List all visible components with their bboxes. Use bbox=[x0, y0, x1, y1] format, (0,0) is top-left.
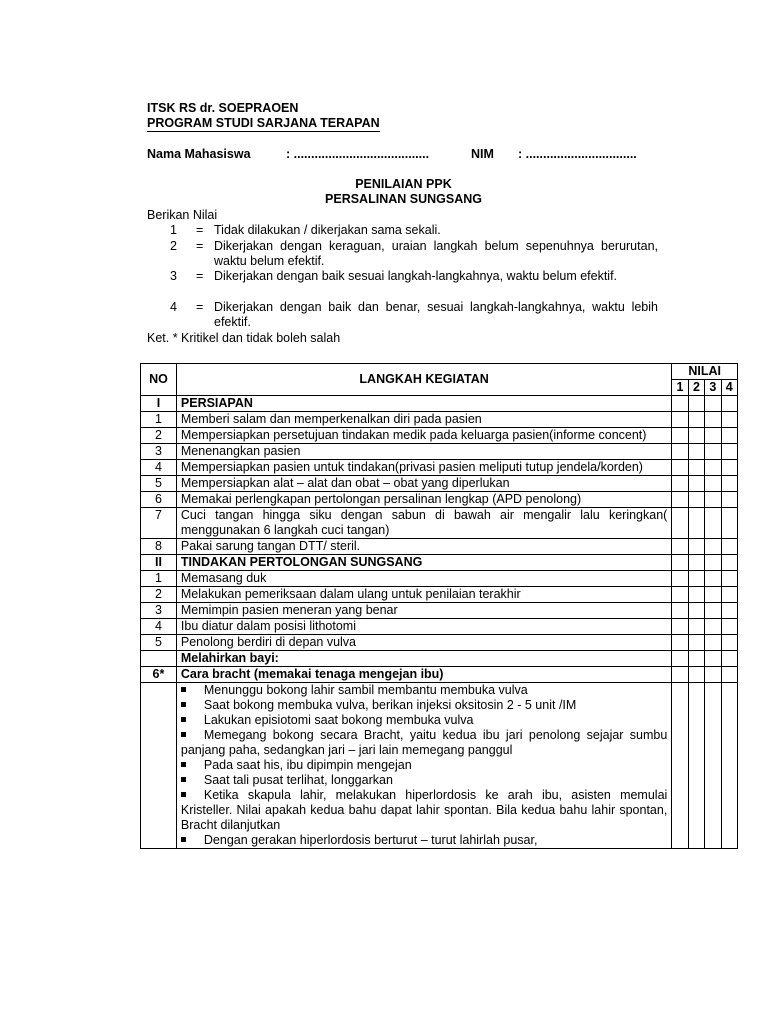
score-cell-1[interactable] bbox=[672, 635, 688, 651]
row-number: 7 bbox=[141, 508, 177, 539]
bullet-text: Menunggu bokong lahir sambil membantu membuka vulva bbox=[203, 683, 528, 697]
score-cell-3[interactable] bbox=[705, 555, 721, 571]
activity-text: Memimpin pasien meneran yang benar bbox=[176, 603, 671, 619]
score-cell-4[interactable] bbox=[721, 619, 737, 635]
score-cell-3[interactable] bbox=[705, 619, 721, 635]
section-row bbox=[141, 396, 738, 412]
list-item bbox=[181, 698, 667, 713]
row-number: 4 bbox=[141, 460, 177, 476]
row-number bbox=[141, 651, 177, 667]
score-cell-4[interactable] bbox=[721, 587, 737, 603]
score-cell-4[interactable] bbox=[721, 492, 737, 508]
bullet-text: Saat tali pusat terlihat, longgarkan bbox=[203, 773, 393, 787]
score-col-1: 1 bbox=[672, 380, 688, 396]
score-cell-3[interactable] bbox=[705, 571, 721, 587]
score-cell-2[interactable] bbox=[688, 460, 704, 476]
score-cell-3[interactable] bbox=[705, 539, 721, 555]
column-header-activity: LANGKAH KEGIATAN bbox=[176, 364, 671, 396]
activity-text: Memasang duk bbox=[176, 571, 671, 587]
score-cell-4[interactable] bbox=[721, 667, 737, 683]
row-number bbox=[141, 683, 177, 849]
section-row bbox=[141, 651, 738, 667]
scale-description: Tidak dilakukan / dikerjakan sama sekali. bbox=[214, 223, 441, 237]
scale-equals: = bbox=[196, 269, 204, 283]
score-cell-3[interactable] bbox=[705, 476, 721, 492]
score-cell-4[interactable] bbox=[721, 683, 737, 849]
score-cell-4[interactable] bbox=[721, 539, 737, 555]
scale-number: 4 bbox=[170, 300, 177, 314]
activity-text: TINDAKAN PERTOLONGAN SUNGSANG bbox=[176, 555, 671, 571]
list-item bbox=[181, 788, 667, 833]
score-cell-2[interactable] bbox=[688, 587, 704, 603]
scale-equals: = bbox=[196, 239, 204, 253]
activity-text: Mempersiapkan alat – alat dan obat – obat yang diperlukan bbox=[176, 476, 671, 492]
score-cell-2[interactable] bbox=[688, 444, 704, 460]
table-row bbox=[141, 508, 738, 539]
score-cell-4[interactable] bbox=[721, 603, 737, 619]
bullet-text: Lakukan episiotomi saat bokong membuka vulva bbox=[203, 713, 474, 727]
table-row bbox=[141, 412, 738, 428]
scoring-intro: Berikan Nilai bbox=[147, 208, 218, 222]
activity-text: Ibu diatur dalam posisi lithotomi bbox=[176, 619, 671, 635]
score-cell-3[interactable] bbox=[705, 667, 721, 683]
bracht-step-list bbox=[181, 683, 667, 848]
score-cell-3[interactable] bbox=[705, 635, 721, 651]
score-cell-1[interactable] bbox=[672, 444, 688, 460]
score-cell-2[interactable] bbox=[688, 492, 704, 508]
list-item bbox=[181, 833, 667, 848]
score-cell-4[interactable] bbox=[721, 635, 737, 651]
score-cell-3[interactable] bbox=[705, 460, 721, 476]
bullet-square-icon bbox=[181, 837, 186, 842]
score-cell-2[interactable] bbox=[688, 396, 704, 412]
score-cell-1[interactable] bbox=[672, 587, 688, 603]
score-col-4: 4 bbox=[721, 380, 737, 396]
bullet-text: Dengan gerakan hiperlordosis berturut – turut lahirlah pusar, bbox=[203, 833, 538, 847]
activity-text: Memakai perlengkapan pertolongan persalinan lengkap (APD penolong) bbox=[176, 492, 671, 508]
score-cell-1[interactable] bbox=[672, 412, 688, 428]
doc-title: PENILAIAN PPK bbox=[355, 177, 452, 191]
section-row bbox=[141, 555, 738, 571]
score-cell-3[interactable] bbox=[705, 428, 721, 444]
row-number: 6 bbox=[141, 492, 177, 508]
scale-equals: = bbox=[196, 300, 204, 314]
column-header-score: NILAI bbox=[672, 364, 738, 380]
score-cell-2[interactable] bbox=[688, 476, 704, 492]
score-cell-1[interactable] bbox=[672, 508, 688, 539]
bullet-square-icon bbox=[181, 777, 186, 782]
name-field: : ....................................... bbox=[286, 147, 430, 161]
table-row bbox=[141, 444, 738, 460]
score-cell-4[interactable] bbox=[721, 460, 737, 476]
row-number: 4 bbox=[141, 619, 177, 635]
activity-text: Menenangkan pasien bbox=[176, 444, 671, 460]
scale-number: 2 bbox=[170, 239, 177, 253]
activity-text: Mempersiapkan persetujuan tindakan medik pada keluarga pasien(informe concent) bbox=[176, 428, 671, 444]
score-cell-3[interactable] bbox=[705, 587, 721, 603]
score-cell-4[interactable] bbox=[721, 476, 737, 492]
table-row bbox=[141, 587, 738, 603]
score-cell-3[interactable] bbox=[705, 683, 721, 849]
score-cell-2[interactable] bbox=[688, 555, 704, 571]
score-cell-2[interactable] bbox=[688, 683, 704, 849]
column-header-no: NO bbox=[141, 364, 177, 396]
row-number: 5 bbox=[141, 635, 177, 651]
activity-text: Memberi salam dan memperkenalkan diri pada pasien bbox=[176, 412, 671, 428]
score-cell-2[interactable] bbox=[688, 667, 704, 683]
list-item bbox=[181, 713, 667, 728]
activity-text: Melakukan pemeriksaan dalam ulang untuk penilaian terakhir bbox=[176, 587, 671, 603]
score-cell-4[interactable] bbox=[721, 444, 737, 460]
score-cell-1[interactable] bbox=[672, 667, 688, 683]
score-cell-1[interactable] bbox=[672, 571, 688, 587]
activity-text: Melahirkan bayi: bbox=[176, 651, 671, 667]
table-row bbox=[141, 428, 738, 444]
table-row bbox=[141, 476, 738, 492]
score-cell-1[interactable] bbox=[672, 396, 688, 412]
row-number: 5 bbox=[141, 476, 177, 492]
bullet-square-icon bbox=[181, 717, 186, 722]
table-row bbox=[141, 619, 738, 635]
score-cell-4[interactable] bbox=[721, 508, 737, 539]
program-name: PROGRAM STUDI SARJANA TERAPAN bbox=[147, 116, 380, 130]
score-cell-1[interactable] bbox=[672, 539, 688, 555]
activity-text: PERSIAPAN bbox=[176, 396, 671, 412]
activity-text: Penolong berdiri di depan vulva bbox=[176, 635, 671, 651]
activity-text: Pakai sarung tangan DTT/ steril. bbox=[176, 539, 671, 555]
bullet-square-icon bbox=[181, 792, 186, 797]
activity-text: Cuci tangan hingga siku dengan sabun di bawah air mengalir lalu keringkan( menggunakan 6 langkah cuci tangan) bbox=[176, 508, 671, 539]
row-number: 3 bbox=[141, 444, 177, 460]
row-number: 8 bbox=[141, 539, 177, 555]
list-item bbox=[181, 683, 667, 698]
list-item bbox=[181, 728, 667, 758]
institution-name: ITSK RS dr. SOEPRAOEN bbox=[147, 101, 299, 115]
table-row bbox=[141, 539, 738, 555]
score-cell-3[interactable] bbox=[705, 444, 721, 460]
row-number: 2 bbox=[141, 587, 177, 603]
score-cell-2[interactable] bbox=[688, 539, 704, 555]
score-col-2: 2 bbox=[688, 380, 704, 396]
score-col-3: 3 bbox=[705, 380, 721, 396]
nim-field: : ................................ bbox=[518, 147, 637, 161]
table-row bbox=[141, 635, 738, 651]
bullet-square-icon bbox=[181, 687, 186, 692]
score-cell-2[interactable] bbox=[688, 603, 704, 619]
score-cell-1[interactable] bbox=[672, 619, 688, 635]
row-number: 1 bbox=[141, 571, 177, 587]
name-label: Nama Mahasiswa bbox=[147, 147, 251, 161]
score-cell-3[interactable] bbox=[705, 412, 721, 428]
score-cell-2[interactable] bbox=[688, 571, 704, 587]
score-cell-2[interactable] bbox=[688, 428, 704, 444]
bracht-steps-row bbox=[141, 683, 738, 849]
doc-subtitle: PERSALINAN SUNGSANG bbox=[325, 192, 482, 206]
score-cell-4[interactable] bbox=[721, 571, 737, 587]
score-cell-1[interactable] bbox=[672, 603, 688, 619]
section-row bbox=[141, 667, 738, 683]
activity-text: Mempersiapkan pasien untuk tindakan(privasi pasien meliputi tutup jendela/korden) bbox=[176, 460, 671, 476]
scale-description: Dikerjakan dengan baik dan benar, sesuai langkah-langkahnya, waktu lebih efektif. bbox=[214, 300, 658, 329]
score-cell-2[interactable] bbox=[688, 412, 704, 428]
scale-equals: = bbox=[196, 223, 204, 237]
bullet-square-icon bbox=[181, 732, 186, 737]
bracht-steps bbox=[176, 683, 671, 849]
score-cell-1[interactable] bbox=[672, 460, 688, 476]
score-cell-4[interactable] bbox=[721, 428, 737, 444]
row-number: I bbox=[141, 396, 177, 412]
score-cell-3[interactable] bbox=[705, 396, 721, 412]
scale-description: Dikerjakan dengan keraguan, uraian langkah belum sepenuhnya berurutan, waktu belum efektif. bbox=[214, 239, 658, 268]
score-cell-1[interactable] bbox=[672, 492, 688, 508]
table-row bbox=[141, 492, 738, 508]
score-cell-2[interactable] bbox=[688, 651, 704, 667]
score-cell-4[interactable] bbox=[721, 396, 737, 412]
bullet-text: Memegang bokong secara Bracht, yaitu kedua ibu jari penolong sejajar sumbu panjang paha, sedangkan jari – jari lain memegang panggul bbox=[180, 728, 668, 757]
score-cell-4[interactable] bbox=[721, 651, 737, 667]
nim-label: NIM bbox=[471, 147, 494, 161]
score-cell-4[interactable] bbox=[721, 412, 737, 428]
table-row bbox=[141, 460, 738, 476]
score-cell-2[interactable] bbox=[688, 508, 704, 539]
activity-text: Cara bracht (memakai tenaga mengejan ibu) bbox=[176, 667, 671, 683]
list-item bbox=[181, 773, 667, 788]
bullet-text: Ketika skapula lahir, melakukan hiperlordosis ke arah ibu, asisten memulai Kristeller. Nilai apakah kedua bahu dapat lahir spontan. Bila kedua bahu lahir spontan, Bracht dilanjutkan bbox=[180, 788, 668, 832]
bullet-square-icon bbox=[181, 762, 186, 767]
score-cell-3[interactable] bbox=[705, 492, 721, 508]
row-number: 2 bbox=[141, 428, 177, 444]
score-cell-1[interactable] bbox=[672, 428, 688, 444]
score-cell-1[interactable] bbox=[672, 683, 688, 849]
scale-number: 3 bbox=[170, 269, 177, 283]
score-cell-2[interactable] bbox=[688, 619, 704, 635]
list-item bbox=[181, 758, 667, 773]
table-body bbox=[141, 396, 738, 849]
table-row bbox=[141, 571, 738, 587]
score-cell-3[interactable] bbox=[705, 603, 721, 619]
bullet-square-icon bbox=[181, 702, 186, 707]
score-cell-1[interactable] bbox=[672, 555, 688, 571]
score-cell-3[interactable] bbox=[705, 508, 721, 539]
assessment-table bbox=[140, 363, 738, 849]
row-number: 3 bbox=[141, 603, 177, 619]
bullet-text: Saat bokong membuka vulva, berikan injeksi oksitosin 2 - 5 unit /IM bbox=[203, 698, 577, 712]
score-cell-1[interactable] bbox=[672, 651, 688, 667]
scale-description: Dikerjakan dengan baik sesuai langkah-langkahnya, waktu belum efektif. bbox=[214, 269, 618, 283]
scale-number: 1 bbox=[170, 223, 177, 237]
critical-note: Ket. * Kritikel dan tidak boleh salah bbox=[147, 331, 341, 345]
score-cell-4[interactable] bbox=[721, 555, 737, 571]
row-number: 1 bbox=[141, 412, 177, 428]
score-cell-1[interactable] bbox=[672, 476, 688, 492]
table-row bbox=[141, 603, 738, 619]
score-cell-3[interactable] bbox=[705, 651, 721, 667]
row-number: II bbox=[141, 555, 177, 571]
bullet-text: Pada saat his, ibu dipimpin mengejan bbox=[203, 758, 412, 772]
row-number: 6* bbox=[141, 667, 177, 683]
score-cell-2[interactable] bbox=[688, 635, 704, 651]
